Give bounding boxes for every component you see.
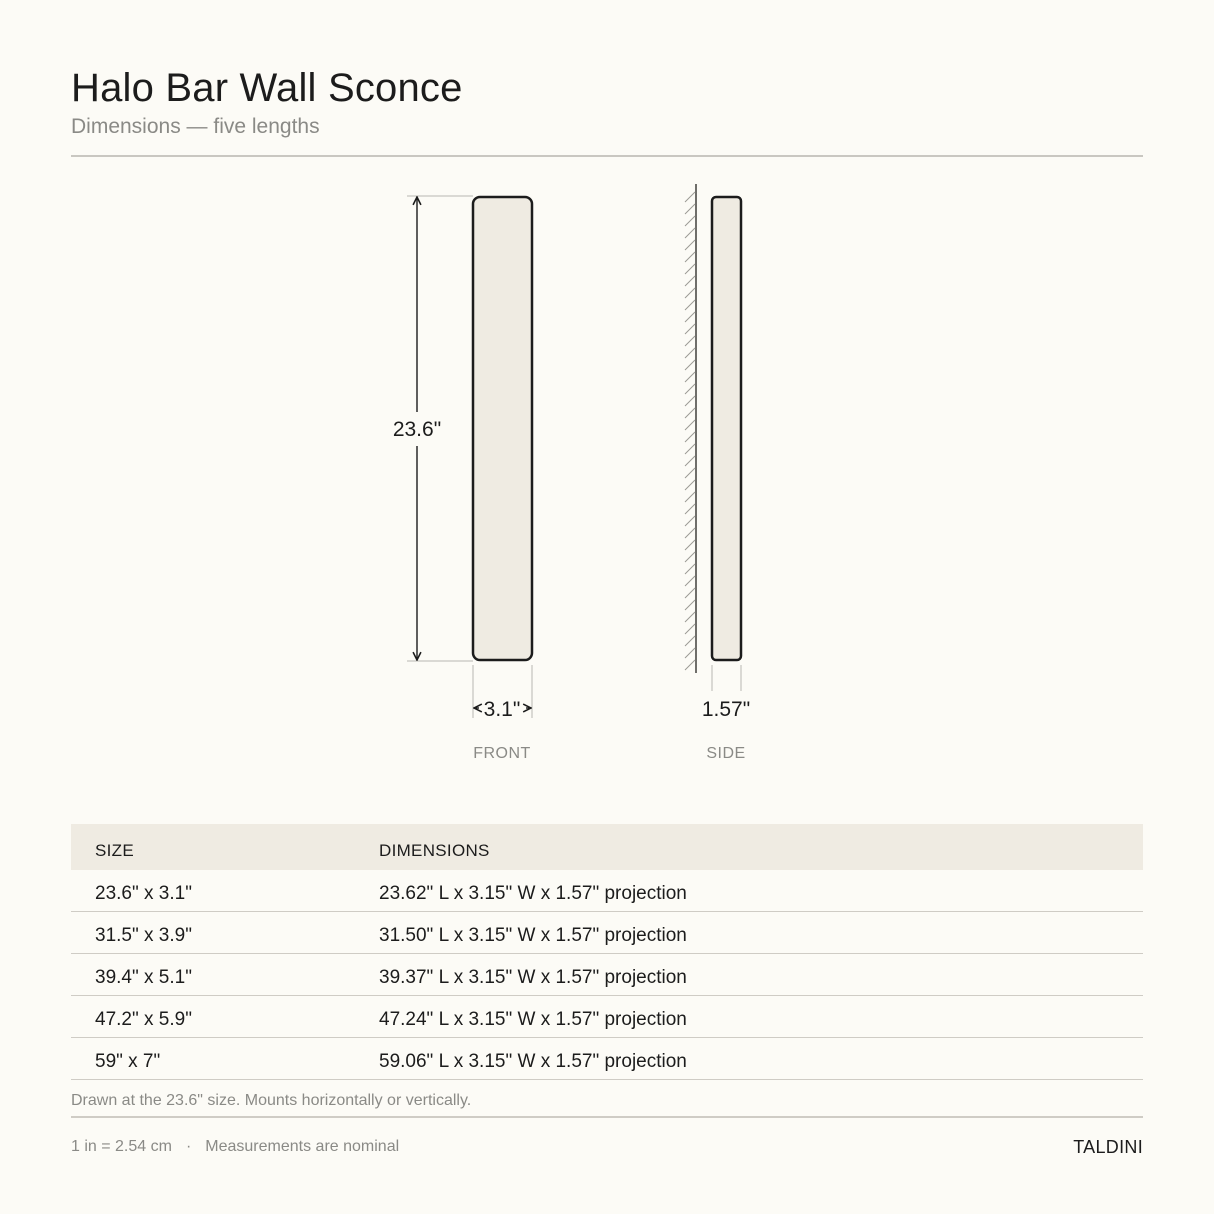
wall-hatch-mark — [685, 288, 695, 298]
wall-hatch-mark — [685, 540, 695, 550]
wall-hatch-mark — [685, 648, 695, 658]
row-size: 31.5" x 3.9" — [95, 925, 192, 946]
row-size: 47.2" x 5.9" — [95, 1009, 192, 1030]
table-row — [71, 954, 1143, 996]
wall-hatch-mark — [685, 456, 695, 466]
table-row — [71, 1038, 1143, 1080]
wall-hatch-mark — [685, 384, 695, 394]
wall-hatch-mark — [685, 300, 695, 310]
wall-hatch-mark — [685, 396, 695, 406]
wall-hatch-mark — [685, 348, 695, 358]
wall-hatch-mark — [685, 576, 695, 586]
wall-hatch-mark — [685, 588, 695, 598]
wall-hatch-mark — [685, 324, 695, 334]
wall-hatch-mark — [685, 564, 695, 574]
width-dimension-label: 3.1" — [483, 698, 521, 721]
wall-hatch-mark — [685, 624, 695, 634]
wall-hatch-mark — [685, 276, 695, 286]
wall-hatch-mark — [685, 216, 695, 226]
row-size: 23.6" x 3.1" — [95, 883, 192, 904]
wall-hatch-mark — [685, 360, 695, 370]
wall-hatch-mark — [685, 480, 695, 490]
footer-divider — [71, 1116, 1143, 1118]
wall-hatch-mark — [685, 492, 695, 502]
wall-hatch-mark — [685, 444, 695, 454]
front-view — [393, 196, 532, 762]
spec-sheet — [71, 0, 1143, 1214]
wall-hatch-mark — [685, 336, 695, 346]
row-dimensions: 31.50" L x 3.15" W x 1.57" projection — [379, 925, 687, 946]
page-title: Halo Bar Wall Sconce — [71, 66, 463, 110]
page-subtitle: Dimensions — five lengths — [71, 115, 320, 138]
dimension-drawing — [71, 170, 1143, 780]
wall-hatch-mark — [685, 228, 695, 238]
table-row — [71, 996, 1143, 1038]
wall-hatch-mark — [685, 600, 695, 610]
height-dimension-label: 23.6" — [392, 418, 442, 441]
row-dimensions: 39.37" L x 3.15" W x 1.57" projection — [379, 967, 687, 988]
row-size: 39.4" x 5.1" — [95, 967, 192, 988]
footer-info — [71, 1138, 399, 1156]
wall-hatch-mark — [685, 192, 695, 202]
wall-hatch — [685, 192, 695, 670]
table-row — [71, 870, 1143, 912]
wall-hatch-mark — [685, 612, 695, 622]
footer-separator: · — [185, 1138, 192, 1155]
side-view — [685, 184, 750, 762]
unit-conversion: 1 in = 2.54 cm — [71, 1138, 172, 1155]
wall-hatch-mark — [685, 468, 695, 478]
side-view-label: SIDE — [706, 745, 746, 762]
depth-dimension-label: 1.57" — [701, 698, 751, 721]
header-size: SIZE — [95, 841, 134, 860]
front-view-label: FRONT — [473, 745, 531, 762]
wall-hatch-mark — [685, 420, 695, 430]
wall-hatch-mark — [685, 408, 695, 418]
header-dimensions: DIMENSIONS — [379, 841, 490, 860]
wall-hatch-mark — [685, 252, 695, 262]
wall-hatch-mark — [685, 432, 695, 442]
wall-hatch-mark — [685, 528, 695, 538]
row-dimensions: 23.62" L x 3.15" W x 1.57" projection — [379, 883, 687, 904]
drawing-note: Drawn at the 23.6" size. Mounts horizontally or vertically. — [71, 1092, 472, 1109]
wall-hatch-mark — [685, 240, 695, 250]
sizes-table — [71, 824, 1143, 1080]
wall-hatch-mark — [685, 552, 695, 562]
wall-hatch-mark — [685, 372, 695, 382]
wall-hatch-mark — [685, 516, 695, 526]
wall-hatch-mark — [685, 636, 695, 646]
row-size: 59" x 7" — [95, 1051, 161, 1072]
row-dimensions: 47.24" L x 3.15" W x 1.57" projection — [379, 1009, 687, 1030]
brand-name: TALDINI — [1073, 1137, 1143, 1157]
side-fixture-body — [712, 197, 741, 660]
header-divider — [71, 155, 1143, 157]
row-dimensions: 59.06" L x 3.15" W x 1.57" projection — [379, 1051, 687, 1072]
measurement-disclaimer: Measurements are nominal — [205, 1138, 400, 1155]
front-fixture-body — [473, 197, 532, 660]
wall-hatch-mark — [685, 312, 695, 322]
wall-hatch-mark — [685, 660, 695, 670]
table-header — [71, 824, 1143, 870]
table-row — [71, 912, 1143, 954]
wall-hatch-mark — [685, 504, 695, 514]
wall-hatch-mark — [685, 204, 695, 214]
wall-hatch-mark — [685, 264, 695, 274]
